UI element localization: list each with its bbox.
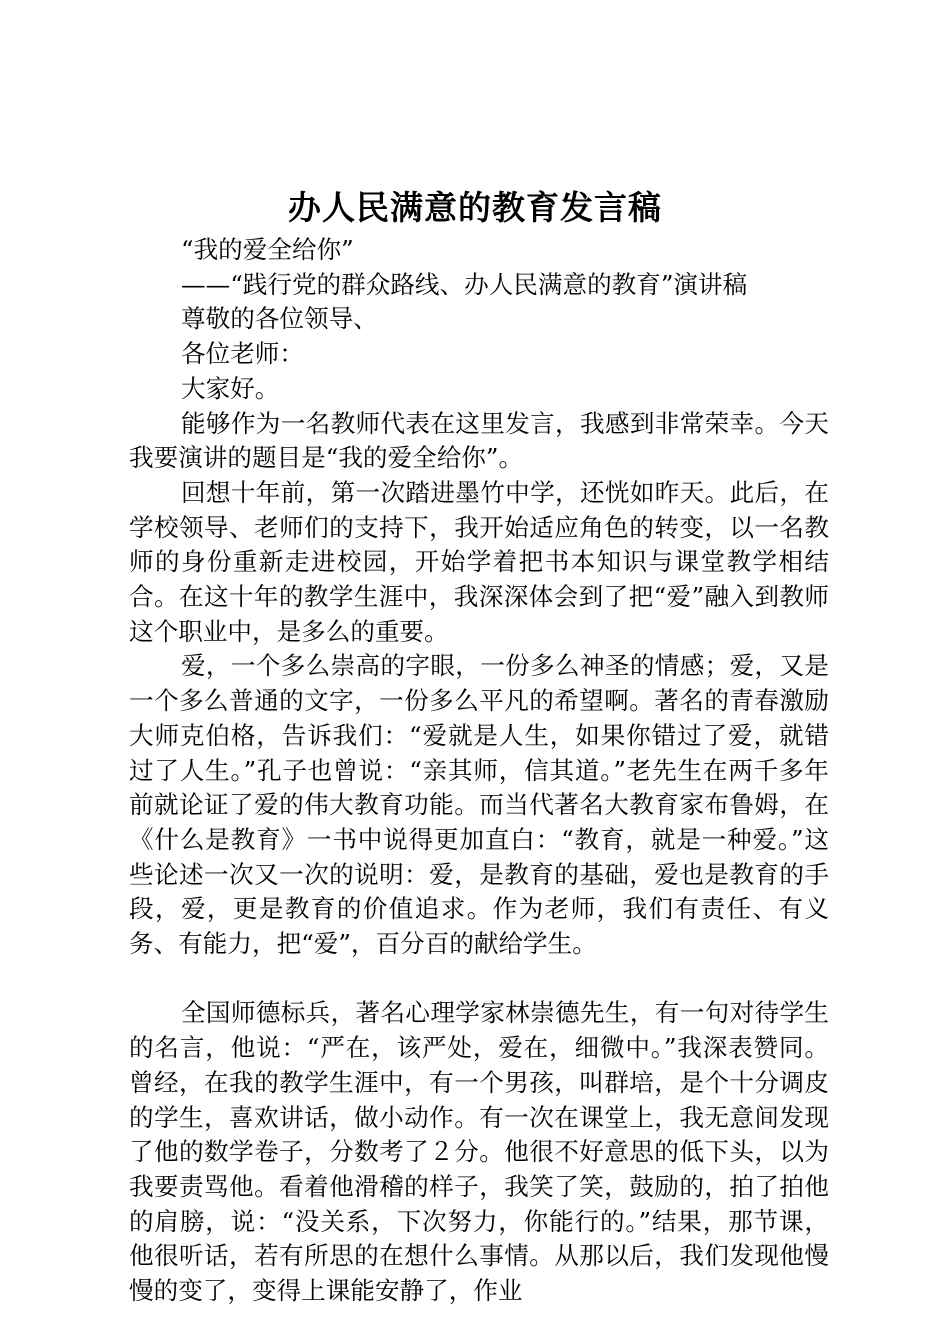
greeting-everyone: 大家好。 <box>181 373 280 403</box>
speech-subtitle: “我的爱全给你” <box>181 235 354 264</box>
greeting-teachers: 各位老师： <box>181 339 304 369</box>
paragraph: 爱，一个多么崇高的字眼，一份多么神圣的情感；爱，又是一个多么普通的文字，一份多么平凡的希望啊。著名的青春激励大师克伯格，告诉我们：“爱就是人生，如果你错过了爱，就错过了人生。”孔子也曾说：“亲其师，信其道。”老先生在两千多年前就论证了爱的伟大教育功能。而当代著名大教育家布鲁姆，在《什么是教育》一书中说得更加直白：“教育，就是一种爱。”这些论述一次又一次的说明：爱，是教育的基础，爱也是教育的手段，爱，更是教育的价值追求。作为老师，我们有责任、有义务、有能力，把“爱”，百分百的献给学生。 <box>129 651 829 959</box>
paragraph-gap <box>129 962 829 997</box>
document-title: 办人民满意的教育发言稿 <box>288 188 662 227</box>
document-body <box>129 233 829 1309</box>
paragraph: 全国师德标兵，著名心理学家林崇德先生，有一句对待学生的名言，他说：“严在，该严处，爱在，细微中。”我深表赞同。曾经，在我的教学生涯中，有一个男孩，叫群培，是个十分调皮的学生，喜欢讲话，做小动作。有一次在课堂上，我无意间发现了他的数学卷子，分数考了２分。他很不好意思的低下头，以为我要责骂他。看着他滑稽的样子，我笑了笑，鼓励的，拍了拍他的肩膀，说：“没关系，下次努力，你能行的。”结果，那节课，他很听话，若有所思的在想什么事情。从那以后，我们发现他慢慢的变了，变得上课能安静了，作业 <box>129 998 829 1306</box>
paragraph: 回想十年前，第一次踏进墨竹中学，还恍如昨天。此后，在学校领导、老师们的支持下，我开始适应角色的转变，以一名教师的身份重新走进校园，开始学着把书本知识与课堂教学相结合。在这十年的教学生涯中，我深深体会到了把“爱”融入到教师这个职业中，是多么的重要。 <box>129 477 829 646</box>
paragraph: 能够作为一名教师代表在这里发言，我感到非常荣幸。今天我要演讲的题目是“我的爱全给你”。 <box>129 408 829 473</box>
speech-subtitle-2: ——“践行党的群众路线、办人民满意的教育”演讲稿 <box>181 269 748 299</box>
greeting-leaders: 尊敬的各位领导、 <box>181 304 378 334</box>
